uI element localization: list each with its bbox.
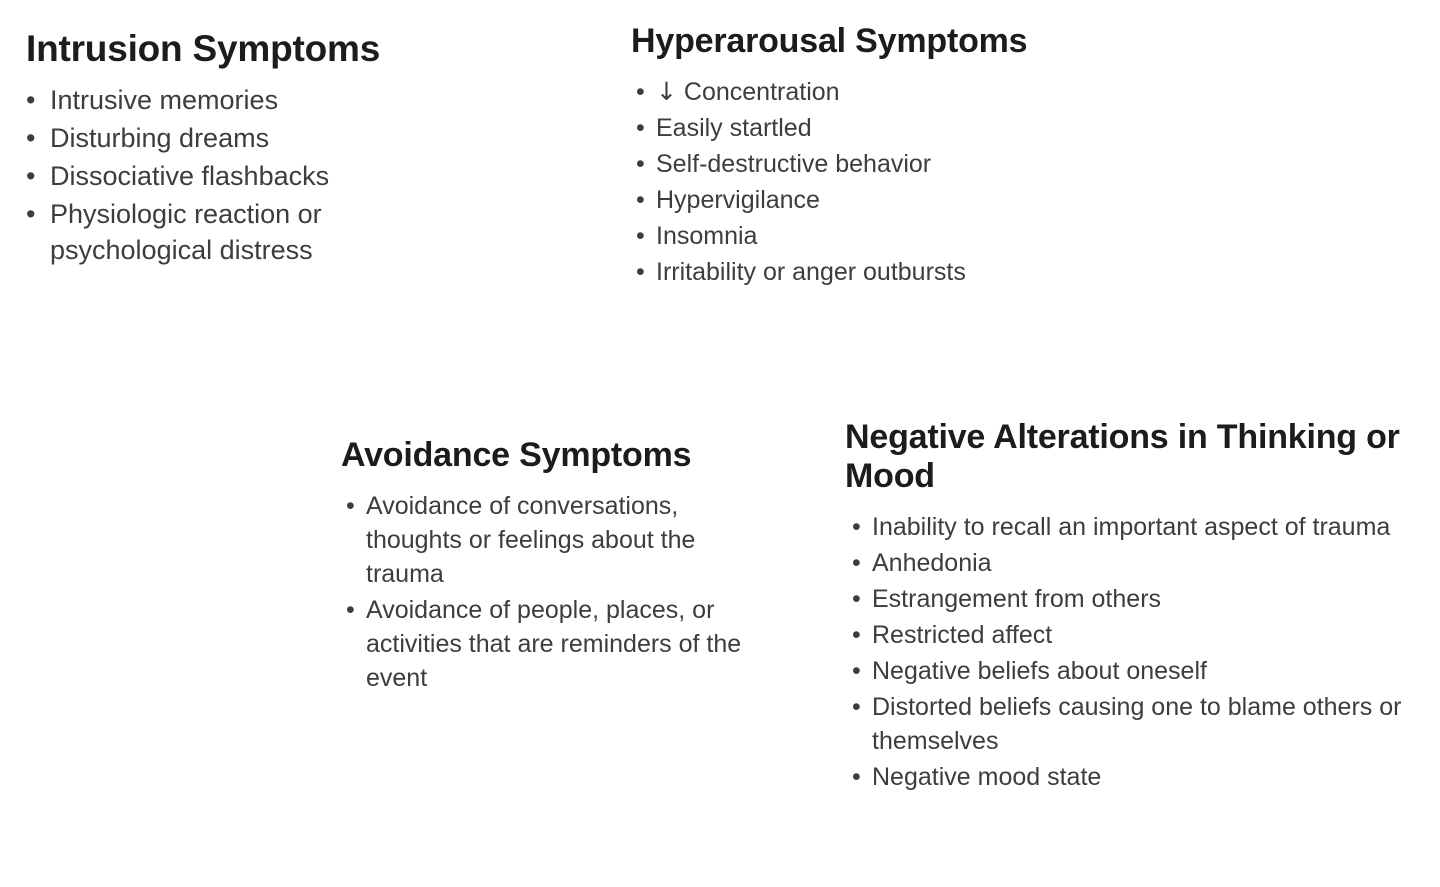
block-heading-negative-alterations: Negative Alterations in Thinking or Mood bbox=[845, 418, 1400, 495]
bullet-item bbox=[852, 654, 1425, 688]
symptom-block-intrusion bbox=[26, 28, 406, 270]
bullet-dot-icon: • bbox=[636, 78, 645, 106]
bullet-item bbox=[852, 546, 1425, 580]
bullet-item bbox=[852, 760, 1425, 794]
bullet-item bbox=[852, 510, 1425, 544]
symptom-block-avoidance bbox=[341, 436, 751, 697]
bullet-item bbox=[26, 158, 406, 194]
bullet-item-label: Avoidance of people, places, or activities that are reminders of the event bbox=[366, 596, 742, 692]
bullet-item-label: Physiologic reaction or psychological distress bbox=[50, 199, 322, 265]
bullet-dot-icon: • bbox=[346, 492, 355, 520]
bullet-item bbox=[346, 593, 751, 695]
bullet-dot-icon: • bbox=[636, 186, 645, 214]
bullet-item-label: Disturbing dreams bbox=[50, 123, 270, 153]
bullet-item-label: Insomnia bbox=[656, 222, 758, 250]
bullet-item-label: Avoidance of conversations, thoughts or feelings about the trauma bbox=[366, 492, 696, 588]
bullet-dot-icon: • bbox=[852, 585, 861, 613]
bullet-item bbox=[636, 75, 1101, 109]
bullet-dot-icon: • bbox=[636, 114, 645, 142]
bullet-item-label: Irritability or anger outbursts bbox=[656, 258, 966, 286]
bullet-dot-icon: • bbox=[26, 123, 36, 153]
bullet-dot-icon: • bbox=[26, 85, 36, 115]
bullet-item bbox=[852, 618, 1425, 652]
bullet-item-label: Dissociative flashbacks bbox=[50, 161, 330, 191]
bullet-dot-icon: • bbox=[852, 657, 861, 685]
bullet-item bbox=[852, 582, 1425, 616]
bullet-item-label: Restricted affect bbox=[872, 621, 1053, 649]
symptom-block-negative-alterations bbox=[845, 418, 1425, 796]
bullet-item bbox=[636, 255, 1101, 289]
bullet-item-label: Estrangement from others bbox=[872, 585, 1162, 613]
bullet-item bbox=[636, 219, 1101, 253]
bullet-item-label: Inability to recall an important aspect of trauma bbox=[872, 513, 1391, 541]
bullet-item-label: Hypervigilance bbox=[656, 186, 820, 214]
bullet-item bbox=[346, 489, 751, 591]
bullet-dot-icon: • bbox=[852, 549, 861, 577]
bullet-dot-icon: • bbox=[636, 222, 645, 250]
bullet-item bbox=[636, 183, 1101, 217]
bullet-item-label: Intrusive memories bbox=[50, 85, 279, 115]
bullet-item bbox=[26, 82, 406, 118]
bullet-item-label: Negative mood state bbox=[872, 763, 1102, 791]
bullet-item-label: Negative beliefs about oneself bbox=[872, 657, 1207, 685]
bullet-list-intrusion bbox=[26, 82, 406, 268]
bullet-dot-icon: • bbox=[852, 513, 861, 541]
bullet-dot-icon: • bbox=[26, 199, 36, 229]
block-heading-hyperarousal: Hyperarousal Symptoms bbox=[631, 22, 1028, 60]
bullet-dot-icon: • bbox=[636, 150, 645, 178]
bullet-item-label: ↓ Concentration bbox=[656, 77, 840, 106]
block-heading-avoidance: Avoidance Symptoms bbox=[341, 436, 692, 474]
bullet-list-hyperarousal bbox=[631, 75, 1101, 289]
bullet-item bbox=[852, 690, 1425, 758]
bullet-item-label: Anhedonia bbox=[872, 549, 992, 577]
bullet-item-label: Easily startled bbox=[656, 114, 812, 142]
bullet-item bbox=[26, 120, 406, 156]
bullet-item-label: Distorted beliefs causing one to blame others or themselves bbox=[872, 693, 1402, 755]
bullet-item bbox=[636, 147, 1101, 181]
symptom-block-hyperarousal bbox=[631, 22, 1101, 291]
bullet-dot-icon: • bbox=[346, 596, 355, 624]
bullet-dot-icon: • bbox=[852, 621, 861, 649]
block-heading-intrusion: Intrusion Symptoms bbox=[26, 28, 381, 69]
bullet-dot-icon: • bbox=[26, 161, 36, 191]
bullet-dot-icon: • bbox=[636, 258, 645, 286]
bullet-dot-icon: • bbox=[852, 763, 861, 791]
arrow-down-icon: ↓ bbox=[656, 77, 677, 106]
bullet-item bbox=[636, 111, 1101, 145]
bullet-list-avoidance bbox=[341, 489, 751, 695]
bullet-item bbox=[26, 196, 406, 268]
bullet-list-negative-alterations bbox=[845, 510, 1425, 794]
bullet-item-label: Self-destructive behavior bbox=[656, 150, 932, 178]
bullet-dot-icon: • bbox=[852, 693, 861, 721]
